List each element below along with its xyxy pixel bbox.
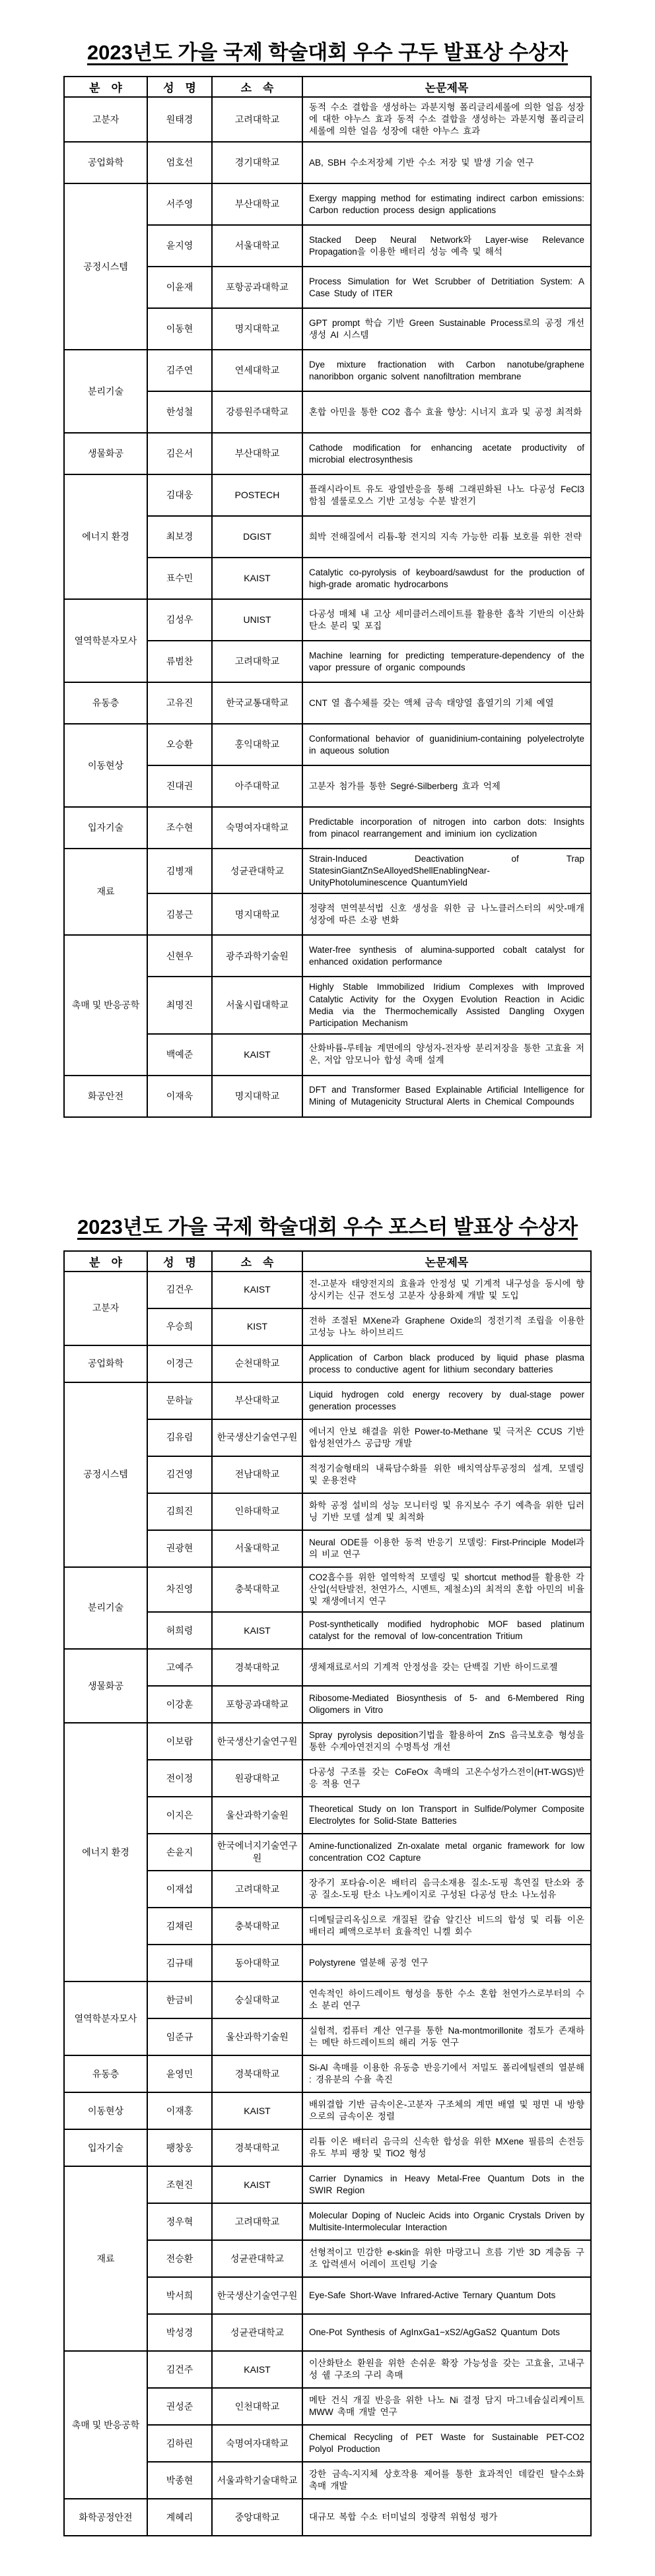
paper-title-cell: Molecular Doping of Nucleic Acids into Organic Crystals Driven by Multisite-Intermolecular Interaction [302,2203,591,2240]
name-cell: 고예주 [147,1649,212,1686]
paper-title-cell: Theoretical Study on Ion Transport in Sulfide/Polymer Composite Electrolytes for Solid-State Batteries [302,1797,591,1834]
name-cell: 한금비 [147,1981,212,2018]
field-cell: 고분자 [64,97,147,142]
table-row [64,2166,591,2203]
column-header-name: 성 명 [147,1251,212,1272]
org-cell: 동아대학교 [212,1945,302,1981]
paper-title-cell: Chemical Recycling of PET Waste for Sustainable PET-CO2 Polyol Production [302,2425,591,2462]
table-row [64,1981,591,2018]
column-header-name: 성 명 [147,77,212,97]
org-cell: 한국에너지기술연구원 [212,1834,302,1871]
name-cell: 신현우 [147,935,212,977]
paper-title-cell: Catalytic co-pyrolysis of keyboard/sawdust for the production of high-grade aromatic hydrocarbons [302,558,591,599]
org-cell: 광주과학기술원 [212,935,302,977]
field-cell: 공업화학 [64,1345,147,1382]
name-cell: 류범찬 [147,641,212,682]
org-cell: 인하대학교 [212,1493,302,1530]
paper-title-cell: 배위결합 기반 금속이온-고분자 구조체의 계면 배열 및 평면 내 방향으로의 금속이온 정렬 [302,2092,591,2129]
name-cell: 권광현 [147,1530,212,1567]
field-cell: 공정시스템 [64,183,147,350]
field-cell: 생물화공 [64,1649,147,1723]
paper-title-cell: Conformational behavior of guanidinium-containing polyelectrolyte in aqueous solution [302,724,591,765]
field-cell: 생물화공 [64,433,147,474]
org-cell: 경북대학교 [212,2055,302,2092]
oral-table-head [64,77,591,97]
name-cell: 김주연 [147,350,212,391]
paper-title-cell: Application of Carbon black produced by liquid phase plasma process to conductive agent for lithium secondary batteries [302,1345,591,1382]
table-row [64,807,591,849]
paper-title-cell: 산화바륨-루테늄 계면에의 양성자-전자쌍 분리저장을 통한 고효율 저온, 저압 암모니아 합성 촉매 설계 [302,1034,591,1076]
name-cell: 김하린 [147,2425,212,2462]
org-cell: POSTECH [212,474,302,516]
org-cell: 연세대학교 [212,350,302,391]
name-cell: 한성철 [147,391,212,433]
org-cell: 서울대학교 [212,225,302,267]
table-row [64,350,591,391]
table-header-row [64,77,591,97]
paper-title-cell: CNT 열 흡수체를 갖는 액체 금속 태양열 흡열기의 기체 예열 [302,682,591,724]
name-cell: 김병재 [147,849,212,893]
column-header-org: 소 속 [212,1251,302,1272]
org-cell: DGIST [212,516,302,558]
paper-title-cell: Si-Al 촉매를 이용한 유동층 반응기에서 저밀도 폴리에틸렌의 열분해 : 경유분의 수율 촉진 [302,2055,591,2092]
name-cell: 정우혁 [147,2203,212,2240]
table-row [64,935,591,977]
table-row [64,183,591,225]
name-cell: 박종현 [147,2462,212,2499]
field-cell: 고분자 [64,1272,147,1345]
paper-title-cell: DFT and Transformer Based Explainable Artificial Intelligence for Mining of Mutagenicity Structural Alerts in Chemical Compounds [302,1076,591,1117]
paper-title-cell: 다공성 구조를 갖는 CoFeOx 촉매의 고온수성가스전이(HT-WGS)반응 적용 연구 [302,1760,591,1797]
org-cell: 숭실대학교 [212,1981,302,2018]
column-header-field: 분 야 [64,1251,147,1272]
name-cell: 전승환 [147,2240,212,2277]
paper-title-cell: 동적 수소 결합을 생성하는 과분지형 폴리글리세롤에 의한 얼음 성장에 대한 야누스 효과 동적 수소 결합을 생성하는 과분지형 폴리글리세롤에 의한 얼음 성장에 대한 야누스 효과 [302,97,591,142]
org-cell: 충북대학교 [212,1908,302,1945]
name-cell: 이동현 [147,308,212,350]
name-cell: 조현진 [147,2166,212,2203]
org-cell: 고려대학교 [212,97,302,142]
paper-title-cell: 에너지 안보 해결을 위한 Power-to-Methane 및 극저온 CCUS 기반 합성천연가스 공급망 개발 [302,1419,591,1456]
name-cell: 표수민 [147,558,212,599]
paper-title-cell: 전-고분자 태양전지의 효율과 안정성 및 기계적 내구성을 동시에 향상시키는 신규 전도성 고분자 상용화제 개발 및 도입 [302,1272,591,1308]
paper-title-cell: Water-free synthesis of alumina-supported cobalt catalyst for enhanced oxidation performance [302,935,591,977]
name-cell: 전이정 [147,1760,212,1797]
name-cell: 김건주 [147,2351,212,2388]
org-cell: KAIST [212,1272,302,1308]
column-header-paper: 논문제목 [302,1251,591,1272]
paper-title-cell: Dye mixture fractionation with Carbon nanotube/graphene nanoribbon organic solvent nanofiltration membrane [302,350,591,391]
name-cell: 문하늘 [147,1382,212,1419]
name-cell: 김희진 [147,1493,212,1530]
field-cell: 에너지 환경 [64,1723,147,1981]
org-cell: 서울과학기술대학교 [212,2462,302,2499]
name-cell: 계혜리 [147,2499,212,2536]
table-header-row [64,1251,591,1272]
paper-title-cell: 실험적, 컴퓨터 계산 연구를 통한 Na-montmorillonite 점토가 존재하는 메탄 하드레이트의 해리 거동 연구 [302,2018,591,2055]
org-cell: 숙명여자대학교 [212,2425,302,2462]
org-cell: 고려대학교 [212,1871,302,1908]
paper-title-cell: 장주기 포타슘-이온 배터리 음극소재용 질소-도핑 흑연질 탄소와 중공 질소-도핑 탄소 나노케이지로 구성된 다공성 탄소 나노섬유 [302,1871,591,1908]
org-cell: 성균관대학교 [212,849,302,893]
paper-title-cell: 적정기술형태의 내륙담수화를 위한 배치역삼투공정의 설계, 모델링 및 운용전략 [302,1456,591,1493]
table-row [64,1345,591,1382]
table-row [64,433,591,474]
table-row [64,1649,591,1686]
paper-title-cell: 정량적 면역분석법 신호 생성을 위한 금 나노클러스터의 씨앗-매개 성장에 따른 소광 변화 [302,893,591,935]
name-cell: 오승환 [147,724,212,765]
name-cell: 이재섭 [147,1871,212,1908]
name-cell: 임준규 [147,2018,212,2055]
org-cell: 부산대학교 [212,183,302,225]
name-cell: 김은서 [147,433,212,474]
table-row [64,2351,591,2388]
paper-title-cell: Post-synthetically modified hydrophobic MOF based platinum catalyst for the removal of low-concentration Tritium [302,1612,591,1649]
org-cell: 인천대학교 [212,2388,302,2425]
name-cell: 이윤재 [147,267,212,308]
field-cell: 촉매 및 반응공학 [64,935,147,1075]
org-cell: 부산대학교 [212,433,302,474]
name-cell: 원태경 [147,97,212,142]
org-cell: 성균관대학교 [212,2240,302,2277]
table-row [64,142,591,183]
name-cell: 엄호선 [147,142,212,183]
field-cell: 화학공정안전 [64,2499,147,2536]
paper-title-cell: Predictable incorporation of nitrogen into carbon dots: Insights from pinacol rearrangement and iminium ion cyclization [302,807,591,849]
name-cell: 김채린 [147,1908,212,1945]
org-cell: 홍익대학교 [212,724,302,765]
paper-title-cell: Highly Stable Immobilized Iridium Complexes with Improved Catalytic Activity for the Oxygen Evolution Reaction in Acidic Media via the Thermochemically Assisted Dangling Oxygen Participation Mechanism [302,977,591,1033]
name-cell: 팽창웅 [147,2129,212,2166]
table-row [64,2092,591,2129]
org-cell: 명지대학교 [212,893,302,935]
name-cell: 이재욱 [147,1076,212,1117]
org-cell: 경북대학교 [212,2129,302,2166]
name-cell: 조수현 [147,807,212,849]
org-cell: 포항공과대학교 [212,267,302,308]
org-cell: 울산과학기술원 [212,2018,302,2055]
name-cell: 김성우 [147,599,212,641]
name-cell: 이경근 [147,1345,212,1382]
paper-title-cell: Neural ODE를 이용한 동적 반응기 모델링: First-Principle Model과의 비교 연구 [302,1530,591,1567]
paper-title-cell: Liquid hydrogen cold energy recovery by dual-stage power generation processes [302,1382,591,1419]
field-cell: 재료 [64,849,147,935]
name-cell: 고유진 [147,682,212,724]
field-cell: 화공안전 [64,1076,147,1117]
table-row [64,1382,591,1419]
table-row [64,1076,591,1117]
paper-title-cell: 연속적인 하이드레이트 형성을 통한 수소 혼합 천연가스로부터의 수소 분리 연구 [302,1981,591,2018]
paper-title-cell: 메탄 건식 개질 반응을 위한 나노 Ni 결정 담지 마그네슘실리케이트 MWW 촉매 개발 연구 [302,2388,591,2425]
field-cell: 유동층 [64,682,147,724]
field-cell: 분리기술 [64,1567,147,1649]
paper-title-cell: Stacked Deep Neural Network와 Layer-wise Relevance Propagation을 이용한 배터리 성능 예측 및 해석 [302,225,591,267]
org-cell: 포항공과대학교 [212,1686,302,1723]
poster-table-head [64,1251,591,1272]
name-cell: 박성경 [147,2314,212,2351]
field-cell: 이동현상 [64,2092,147,2129]
name-cell: 김규태 [147,1945,212,1981]
name-cell: 윤영민 [147,2055,212,2092]
name-cell: 우승희 [147,1308,212,1345]
column-header-paper: 논문제목 [302,77,591,97]
name-cell: 최명진 [147,977,212,1033]
paper-title-cell: 선형적이고 민감한 e-skin을 위한 마랑고니 흐름 기반 3D 계층돔 구조 압력센서 어레이 프린팅 기술 [302,2240,591,2277]
paper-title-cell: 다공성 매체 내 고상 세미클러스레이트를 활용한 흡착 기반의 이산화탄소 분리 및 포집 [302,599,591,641]
table-row [64,682,591,724]
org-cell: UNIST [212,599,302,641]
paper-title-cell: Carrier Dynamics in Heavy Metal-Free Quantum Dots in the SWIR Region [302,2166,591,2203]
table-row [64,724,591,765]
paper-title-cell: 혼합 아민을 통한 CO2 흡수 효율 향상: 시너지 효과 및 공정 최적화 [302,391,591,433]
field-cell: 촉매 및 반응공학 [64,2351,147,2499]
field-cell: 공업화학 [64,142,147,183]
paper-title-cell: Strain-Induced Deactivation of Trap StatesinGiantZnSeAlloyedShellEnablingNear-UnityPhotoluminescence QuantumYield [302,849,591,893]
name-cell: 이재홍 [147,2092,212,2129]
org-cell: KAIST [212,2166,302,2203]
paper-title-cell: Spray pyrolysis deposition기법을 활용하여 ZnS 음극보호층 형성을 통한 수계아연전지의 수명특성 개선 [302,1723,591,1760]
name-cell: 박서희 [147,2277,212,2314]
org-cell: KAIST [212,1034,302,1076]
paper-title-cell: 플래시라이트 유도 광열반응을 통해 그래핀화된 나노 다공성 FeCl3 함침 셀룰로오스 기반 고성능 수분 발전기 [302,474,591,516]
org-cell: KAIST [212,558,302,599]
paper-title-cell: 이산화탄소 환원을 위한 손쉬운 확장 가능성을 갖는 고효율, 고내구성 쉘 구조의 구리 촉매 [302,2351,591,2388]
paper-title-cell: Polystyrene 열분해 공정 연구 [302,1945,591,1981]
table-row [64,1272,591,1308]
poster-award-title: 2023년도 가을 국제 학술대회 우수 포스터 발표상 수상자 [77,1215,578,1239]
org-cell: 명지대학교 [212,308,302,350]
org-cell: 고려대학교 [212,2203,302,2240]
org-cell: KAIST [212,2092,302,2129]
field-cell: 재료 [64,2166,147,2351]
name-cell: 서주영 [147,183,212,225]
paper-title-cell: 희박 전해질에서 리튬-황 전지의 지속 가능한 리튬 보호를 위한 전략 [302,516,591,558]
paper-title-cell: 강한 금속-지지체 상호작용 제어를 통한 효과적인 데칼린 탈수소화 촉매 개발 [302,2462,591,2499]
org-cell: 충북대학교 [212,1567,302,1612]
org-cell: 한국교통대학교 [212,682,302,724]
paper-title-cell: Amine-functionalized Zn-oxalate metal organic framework for low concentration CO2 Capture [302,1834,591,1871]
column-header-field: 분 야 [64,77,147,97]
field-cell: 열역학분자모사 [64,599,147,682]
org-cell: KAIST [212,2351,302,2388]
paper-title-cell: 대규모 복합 수소 터미널의 정량적 위험성 평가 [302,2499,591,2536]
paper-title-cell: 생체재료로서의 기계적 안정성을 갖는 단백질 기반 하이드로젤 [302,1649,591,1686]
org-cell: 명지대학교 [212,1076,302,1117]
paper-title-cell: 리튬 이온 배터리 음극의 신속한 합성을 위한 MXene 필름의 손전등 유도 부피 팽창 및 TiO2 형성 [302,2129,591,2166]
table-row [64,474,591,516]
org-cell: 울산과학기술원 [212,1797,302,1834]
name-cell: 진대권 [147,765,212,807]
field-cell: 입자기술 [64,2129,147,2166]
org-cell: 아주대학교 [212,765,302,807]
name-cell: 차진영 [147,1567,212,1612]
table-row [64,2499,591,2536]
table-row [64,2129,591,2166]
paper-title-cell: Exergy mapping method for estimating indirect carbon emissions: Carbon reduction process design applications [302,183,591,225]
org-cell: KIST [212,1308,302,1345]
poster-table-body [64,1272,591,2536]
paper-title-cell: Eye-Safe Short-Wave Infrared-Active Ternary Quantum Dots [302,2277,591,2314]
table-row [64,1723,591,1760]
field-cell: 분리기술 [64,350,147,433]
name-cell: 백예준 [147,1034,212,1076]
org-cell: 서울시립대학교 [212,977,302,1033]
org-cell: 한국생산기술연구원 [212,1419,302,1456]
name-cell: 김건우 [147,1272,212,1308]
name-cell: 김봉근 [147,893,212,935]
org-cell: 원광대학교 [212,1760,302,1797]
org-cell: 전남대학교 [212,1456,302,1493]
oral-table-body [64,97,591,1117]
table-row [64,2055,591,2092]
table-row [64,599,591,641]
org-cell: 부산대학교 [212,1382,302,1419]
paper-title-cell: GPT prompt 학습 기반 Green Sustainable Process로의 공정 개선 생성 AI 시스템 [302,308,591,350]
name-cell: 최보경 [147,516,212,558]
table-row [64,849,591,893]
name-cell: 이보람 [147,1723,212,1760]
name-cell: 김대웅 [147,474,212,516]
paper-title-cell: 화학 공정 설비의 성능 모니터링 및 유지보수 주기 예측을 위한 딥러닝 기반 모델 설계 및 최적화 [302,1493,591,1530]
field-cell: 이동현상 [64,724,147,807]
field-cell: 공정시스템 [64,1382,147,1567]
org-cell: 경북대학교 [212,1649,302,1686]
field-cell: 입자기술 [64,807,147,849]
field-cell: 에너지 환경 [64,474,147,599]
poster-award-table [63,1250,592,2536]
paper-title-cell: Cathode modification for enhancing acetate productivity of microbial electrosynthesis [302,433,591,474]
paper-title-cell: 고분자 첨가를 통한 Segré-Silberberg 효과 억제 [302,765,591,807]
field-cell: 유동층 [64,2055,147,2092]
name-cell: 허희령 [147,1612,212,1649]
org-cell: 한국생산기술연구원 [212,1723,302,1760]
paper-title-cell: Machine learning for predicting temperature-dependency of the vapor pressure of organic compounds [302,641,591,682]
name-cell: 권성준 [147,2388,212,2425]
org-cell: 한국생산기술연구원 [212,2277,302,2314]
org-cell: 중앙대학교 [212,2499,302,2536]
paper-title-cell: 디메틸글리옥심으로 개질된 칼슘 알긴산 비드의 합성 및 리튬 이온 배터리 폐액으로부터 효율적인 니켈 회수 [302,1908,591,1945]
name-cell: 손윤지 [147,1834,212,1871]
paper-title-cell: Process Simulation for Wet Scrubber of Detritiation System: A Case Study of ITER [302,267,591,308]
org-cell: 경기대학교 [212,142,302,183]
paper-title-cell: One-Pot Synthesis of AgInxGa1−xS2/AgGaS2 Quantum Dots [302,2314,591,2351]
name-cell: 윤지영 [147,225,212,267]
org-cell: 성균관대학교 [212,2314,302,2351]
org-cell: 강릉원주대학교 [212,391,302,433]
table-row [64,97,591,142]
org-cell: 순천대학교 [212,1345,302,1382]
name-cell: 이강훈 [147,1686,212,1723]
column-header-org: 소 속 [212,77,302,97]
name-cell: 김유림 [147,1419,212,1456]
paper-title-cell: CO2흡수를 위한 열역학적 모델링 및 shortcut method를 활용한 각 산업(석탄발전, 천연가스, 시멘트, 제철소)의 최적의 혼합 아민의 비율 및 재생에너지 연구 [302,1567,591,1612]
paper-title-cell: AB, SBH 수소저장체 기반 수소 저장 및 발생 기술 연구 [302,142,591,183]
name-cell: 김건영 [147,1456,212,1493]
name-cell: 이지은 [147,1797,212,1834]
paper-title-cell: 전하 조절된 MXene과 Graphene Oxide의 정전기적 조립을 이용한 고성능 나노 하이브리드 [302,1308,591,1345]
org-cell: KAIST [212,1612,302,1649]
org-cell: 서울대학교 [212,1530,302,1567]
field-cell: 열역학분자모사 [64,1981,147,2055]
table-row [64,1567,591,1612]
org-cell: 숙명여자대학교 [212,807,302,849]
paper-title-cell: Ribosome-Mediated Biosynthesis of 5- and 6-Membered Ring Oligomers in Vitro [302,1686,591,1723]
oral-award-title: 2023년도 가을 국제 학술대회 우수 구두 발표상 수상자 [86,41,569,64]
org-cell: 고려대학교 [212,641,302,682]
oral-award-table [63,76,592,1118]
